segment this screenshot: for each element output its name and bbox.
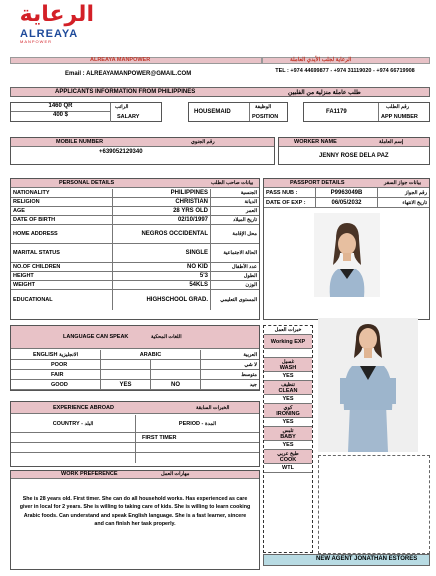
worker-ar: إسم العاملة [379,139,404,145]
personal-value: CHRISTIAN [113,198,211,206]
passport-exp-ar: تاريخ الانتهاء [402,199,427,206]
face-photo [314,213,380,297]
passport-no-ar: رقم الجواز [404,189,427,196]
company-name-ar: الرعاية لجلب الأيدي العاملة [290,57,352,63]
personal-value: 5'3 [113,272,211,280]
passport-title-ar: بيانات جواز السفر [384,180,421,186]
arabic-level-value [151,370,201,379]
language-level: GOOD [11,380,101,389]
skill-label [264,335,312,349]
language-level: POOR [11,360,101,369]
mobile-number: +639052129340 [99,149,143,155]
period-ar: المدة [205,420,217,427]
skill-value: YES [264,372,312,381]
experience-note: FIRST TIMER [142,434,177,441]
full-body-photo [318,318,418,452]
skill-label [264,450,312,464]
personal-label: MARITAL STATUS [11,244,113,262]
company-name-en: ALREAYA MANPOWER [90,57,151,63]
personal-row [11,290,259,310]
personal-details-table [10,178,260,320]
personal-label: HEIGHT [11,272,113,280]
personal-label-ar: محل الإقامة [232,231,257,237]
personal-label-ar: الديانة [244,199,257,205]
skills-title-ar: خبرات العمل [274,327,302,333]
english-header: ENGLISH [33,351,58,358]
skill-name: WASH [279,364,297,371]
worker-name: JENNY ROSE DELA PAZ [319,153,389,159]
skill-value: YES [264,395,312,404]
personal-value: 28 YRS OLD [113,207,211,215]
skill-value: YES [264,418,312,427]
company-email: Email : ALREAYAMANPOWER@GMAIL.COM [65,71,192,77]
skill-name: Working EXP [270,338,306,345]
logo-arabic: الرعاية [19,2,94,27]
applicants-title-en: APPLICANTS INFORMATION FROM PHILIPPINES [55,89,196,95]
personal-value: 54KLS [113,281,211,289]
skill-label [264,358,312,372]
company-tel: TEL : +974 44699877 - +974 31119020 - +974 66719908 [275,68,415,74]
country-label: COUNTRY - [52,420,83,427]
mobile-ar: رقم الجنوي [191,139,215,145]
personal-label: NO.OF CHILDREN [11,263,113,271]
english-header-ar: الانجليزية [59,351,78,358]
personal-value: 02/10/1997 [113,216,211,224]
language-level: FAIR [11,370,101,379]
skill-label [264,427,312,441]
language-title: LANGUAGE CAN SPEAK [63,334,129,340]
personal-row [11,272,259,281]
work-pref-title: WORK PREFERENCE [61,471,118,477]
language-row [11,360,259,370]
personal-row [11,225,259,244]
personal-label: HOME ADDRESS [11,225,113,243]
personal-row [11,189,259,198]
logo-latin: ALREAYA [20,28,79,40]
skill-label-ar: كوي [283,404,293,411]
agent-name: NEW AGENT JONATHAN ESTORES [316,556,418,562]
applicants-title-ar: طلب عاملة منزلية من الفلبين [288,90,361,96]
personal-label-ar: العمر [246,208,257,214]
skill-name: BABY [280,433,296,440]
personal-row [11,216,259,225]
personal-label: EDUCATIONAL [11,290,113,310]
work-pref-text: She is 28 years old. First timer. She can do all household works. Has experienced as care giver in local for 2 years. She is willing to taking care of kids. She is willing to learn cooking Arabic foods. Can understand and speak English language. She is a fast learner, sincere and can finish her task properly. [19,496,251,528]
language-row [11,380,259,390]
salary-qr: 1460 QR [11,103,111,112]
period-label: PERIOD - [178,420,204,427]
personal-label: RELIGION [11,198,113,206]
language-table [10,325,260,391]
personal-label-ar: الوزن [245,282,257,288]
skill-label [264,381,312,395]
skill-value: YES [264,441,312,450]
skill-label [264,404,312,418]
personal-title-ar: بيانات صاحب الطلب [211,180,254,186]
personal-label-ar: الجنسية [240,190,257,196]
experience-title: EXPERIENCE ABROAD [53,405,114,411]
work-pref-title-ar: مهارات العمل [161,471,190,477]
skill-name: CLEAN [278,387,298,394]
language-level-ar: متوسط [241,371,257,378]
personal-row [11,281,259,290]
passport-details-table [263,178,430,320]
app-number-label: APP NUMBER [381,114,418,120]
arabic-level-value: NO [151,380,201,389]
skill-value: WTL [264,464,312,473]
personal-row [11,198,259,207]
position-label: POSITION [252,114,279,120]
salary-usd: 400 $ [11,112,111,122]
personal-row [11,207,259,216]
personal-label: AGE [11,207,113,215]
mobile-label: MOBILE NUMBER [56,139,104,145]
personal-label-ar: المستوى التعليمي [220,297,257,303]
arabic-header: ARABIC [139,351,162,358]
passport-no: P9963049B [316,188,378,197]
skill-label-ar: تلبس [282,427,294,434]
passport-title: PASSPORT DETAILS [290,180,345,186]
skill-label-ar: تنظيف [281,381,295,388]
country-ar: البلد [84,420,94,427]
personal-label-ar: الحالة الاجتماعية [223,250,257,256]
passport-exp-label: DATE OF EXP : [264,198,316,207]
language-title-ar: اللغات المحكية [151,334,182,340]
english-level-value: YES [101,380,151,389]
work-preference [10,470,260,570]
position-value: HOUSEMAID [194,109,231,115]
personal-value: NO KID [113,263,211,271]
personal-label: DATE OF BIRTH [11,216,113,224]
english-level-value [101,360,151,369]
personal-label: NATIONALITY [11,189,113,197]
personal-value: NEGROS OCCIDENTAL [113,225,211,243]
personal-row [11,244,259,263]
passport-exp: 06/05/2032 [316,198,378,207]
app-number-ar: رقم الطلب [386,104,410,110]
personal-label: WEIGHT [11,281,113,289]
personal-label-ar: الطول [243,273,257,279]
company-logo [6,2,134,46]
personal-value: SINGLE [113,244,211,262]
skill-name: COOK [279,456,297,463]
skill-label-ar: طبخ عربي [277,450,299,457]
personal-row [11,263,259,272]
language-level-ar: جيد [249,381,257,388]
logo-tagline: MANPOWER [20,39,52,44]
position-ar: الوظيفة [255,104,272,110]
salary-ar: الراتب [115,104,129,110]
skill-label-ar: غسيل [281,358,295,365]
passport-no-label: PASS NUB : [264,188,316,197]
personal-label-ar: عدد الأطفال [231,264,257,270]
language-row [11,370,259,380]
personal-title: PERSONAL DETAILS [59,180,115,186]
app-number-value: FA1179 [326,109,347,115]
english-level-value [101,370,151,379]
salary-label: SALARY [117,114,140,120]
personal-value: HIGHSCHOOL GRAD. [113,290,211,310]
arabic-header-ar: العربية [243,351,257,358]
worker-label: WORKER NAME [294,139,337,145]
skill-name: IRONING [276,410,300,417]
skills-panel [263,325,313,553]
language-level-ar: لا شي [244,361,257,368]
experience-table [10,401,260,467]
personal-label-ar: تاريخ الميلاد [233,217,257,223]
experience-title-ar: الخبرات السابقة [196,405,230,411]
arabic-level-value [151,360,201,369]
skill-value [264,349,312,358]
personal-value: PHILIPPINES [113,189,211,197]
